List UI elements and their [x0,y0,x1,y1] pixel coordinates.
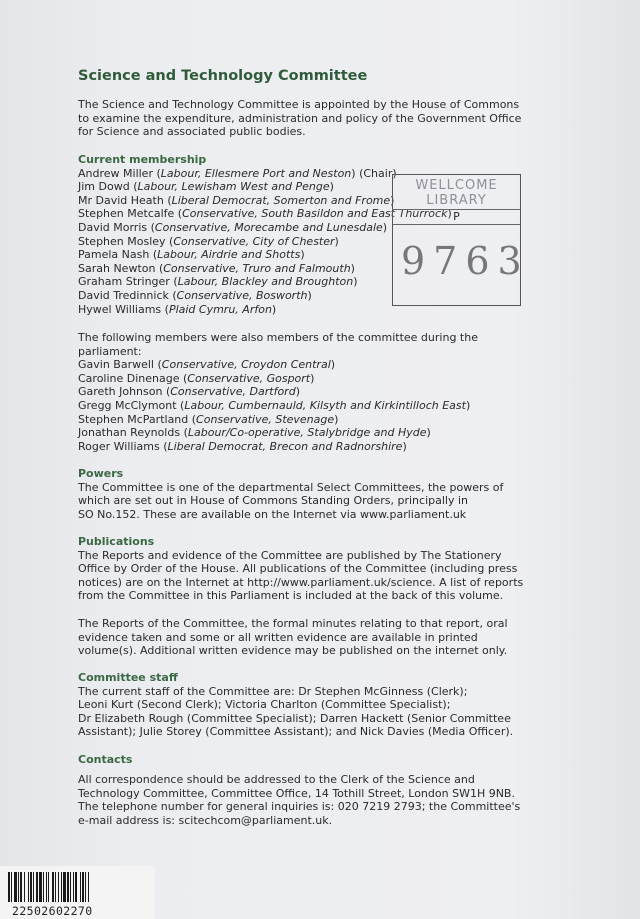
barcode-bar [28,872,29,902]
intro-line: for Science and associated public bodies. [78,125,306,139]
member-row [78,385,548,399]
staff-section [78,671,548,739]
library-stamp-header [393,175,520,209]
member-party-constituency: Labour, Airdrie and Shotts [157,248,301,262]
barcode-bar [11,872,12,902]
member-party-constituency: Labour, Blackley and Broughton [177,275,354,289]
contacts-line: All correspondence should be addressed to the Clerk of the Science and [78,773,475,786]
member-suffix: ) (Chair) [351,166,397,180]
publications-line: volume(s). Additional written evidence may be published on the internet only. [78,644,508,658]
powers-line: SO No.152. These are available on the Internet via www.parliament.uk [78,507,467,521]
staff-line: Dr Elizabeth Rough (Committee Specialist); Darren Hackett (Senior Committee [78,711,511,725]
member-suffix: ) [350,261,355,275]
powers-heading: Powers [78,467,124,480]
member-row [78,372,548,386]
member-party-constituency: Conservative, Croydon Central [161,358,331,372]
staff-line: Leoni Kurt (Second Clerk); Victoria Charlton (Committee Specialist); [78,698,451,712]
barcode-bar [80,872,81,902]
member-name: Roger Williams ( [78,439,168,453]
barcode-bar [36,872,38,902]
current-membership-heading: Current membership [78,153,207,166]
member-name: Stephen Mosley ( [78,234,174,248]
member-name: Pamela Nash ( [78,248,158,262]
member-party-constituency: Labour, Cumbernauld, Kilsyth and Kirkintilloch East [184,398,466,412]
barcode-number: 22502602270 [12,904,93,918]
contacts-heading-block [78,753,548,767]
contacts-section [78,773,548,827]
member-name: Sarah Newton ( [78,261,164,275]
member-party-constituency: Conservative, Truro and Falmouth [163,261,351,275]
member-name: Stephen Metcalfe ( [78,207,183,221]
member-name: Andrew Miller ( [78,166,161,180]
stamp-accession-number: 9763 [401,239,530,283]
barcode [8,872,140,902]
member-party-constituency: Conservative, Dartford [170,385,296,399]
member-suffix: ) [334,412,339,426]
member-party-constituency: Labour, Ellesmere Port and Neston [160,166,352,180]
staff-line: The current staff of the Committee are: Dr Stephen McGinness (Clerk); [78,684,468,698]
member-name: David Morris ( [78,220,155,234]
barcode-bar [58,872,59,902]
publications-section [78,535,548,603]
publications-line: The Reports and evidence of the Committee are published by The Stationery [78,548,502,562]
barcode-bar [20,872,22,902]
barcode-bar [61,872,62,902]
member-name: Stephen McPartland ( [78,412,197,426]
member-name: Gareth Johnson ( [78,385,171,399]
intro-line: The Science and Technology Committee is appointed by the House of Commons [78,98,520,111]
publications-line: The Reports of the Committee, the formal minutes relating to that report, oral [78,617,508,630]
contacts-heading: Contacts [78,753,133,766]
member-suffix: ) [307,288,312,302]
barcode-bar [73,872,74,902]
member-name: Jim Dowd ( [78,180,138,194]
member-suffix: ) [300,248,305,262]
member-row [78,440,548,454]
barcode-bar [43,872,44,902]
barcode-bar [70,872,71,902]
contacts-line: e-mail address is: scitechcom@parliament.uk. [78,813,333,827]
member-name: Gavin Barwell ( [78,358,162,372]
stamp-line-2: LIBRARY [426,193,487,208]
intro-line: to examine the expenditure, administration and policy of the Government Office [78,111,522,125]
member-suffix: ) [334,234,339,248]
member-row [78,413,548,427]
member-suffix: ) [382,220,388,234]
member-row [78,358,548,372]
barcode-label [0,866,155,919]
barcode-bar [82,872,84,902]
member-suffix: ) [465,398,471,412]
member-row [78,426,548,440]
publications-heading: Publications [78,535,155,548]
contacts-line: The telephone number for general inquiries is: 020 7219 2793; the Committee's [78,800,521,814]
former-members-intro: The following members were also members of the committee during the [78,331,478,344]
member-suffix: ) [390,193,395,207]
former-members-list [78,358,548,453]
contacts-line: Technology Committee, Committee Office, 14 Tothill Street, London SW1H 9NB. [78,786,515,800]
member-suffix: ) [271,302,277,316]
library-stamp [392,174,530,306]
member-party-constituency: Plaid Cymru, Arfon [168,302,272,316]
member-party-constituency: Labour, Lewisham West and Penge [137,180,330,194]
member-suffix: ) [295,385,300,399]
barcode-bar [75,872,77,902]
publications-line: Office by Order of the House. All publications of the Committee (including press [78,562,518,576]
barcode-bar [30,872,32,902]
member-suffix: ) [426,426,431,440]
member-party-constituency: Conservative, Gosport [187,371,311,385]
barcode-bar [63,872,66,902]
member-party-constituency: Liberal Democrat, Brecon and Radnorshire [167,439,403,453]
barcode-bar [88,872,89,902]
barcode-bar [67,872,69,902]
barcode-bar [14,872,17,902]
member-party-constituency: Conservative, Morecambe and Lunesdale [154,220,383,234]
member-name: Graham Stringer ( [78,275,178,289]
barcode-bar [46,872,47,902]
barcode-bar [85,872,86,902]
member-party-constituency: Conservative, South Basildon and East Thurrock [182,207,448,221]
barcode-bar [24,872,25,902]
member-party-constituency: Conservative, City of Chester [173,234,335,248]
member-party-constituency: Labour/Co-operative, Stalybridge and Hyde [187,426,427,440]
barcode-bar [52,872,54,902]
member-party-constituency: Liberal Democrat, Somerton and Frome [171,193,391,207]
barcode-bar [48,872,49,902]
barcode-bar [18,872,19,902]
publications-paragraph-2 [78,617,548,658]
publications-line: notices) are on the Internet at http://www.parliament.uk/science. A list of reports [78,575,524,589]
member-name: Mr David Heath ( [78,193,172,207]
member-suffix: ) [330,358,336,372]
barcode-bar [39,872,42,902]
stamp-line-1: WELLCOME [415,178,498,193]
member-party-constituency: Conservative, Bosworth [176,288,308,302]
member-suffix: ) [402,439,407,453]
member-row [78,399,548,413]
powers-line: which are set out in House of Commons Standing Orders, principally in [78,494,468,508]
member-suffix: ) [353,275,358,289]
member-name: David Tredinnick ( [78,288,177,302]
member-suffix: ) [329,180,334,194]
member-suffix: ) [310,371,315,385]
former-members-intro: parliament: [78,344,142,358]
member-name: Hywel Williams ( [78,302,169,316]
barcode-bar [33,872,34,902]
powers-section [78,467,548,521]
publications-line: from the Committee in this Parliament is included at the back of this volume. [78,589,504,603]
staff-line: Assistant); Julie Storey (Committee Assistant); and Nick Davies (Media Officer). [78,725,514,739]
member-suffix: ) [447,207,452,221]
barcode-bar [8,872,10,902]
staff-heading: Committee staff [78,671,178,684]
member-name: Jonathan Reynolds ( [78,426,188,440]
member-name: Gregg McClymont ( [78,398,185,412]
powers-line: The Committee is one of the departmental Select Committees, the powers of [78,480,504,494]
intro-paragraph [78,98,548,139]
publications-line: evidence taken and some or all written evidence are available in printed [78,630,478,644]
former-members-section [78,331,548,453]
page-title: Science and Technology Committee [78,68,368,84]
member-name: Caroline Dinenage ( [78,371,188,385]
member-party-constituency: Conservative, Stevenage [196,412,335,426]
stamp-shelf-row: P [393,209,520,225]
barcode-bar [55,872,56,902]
